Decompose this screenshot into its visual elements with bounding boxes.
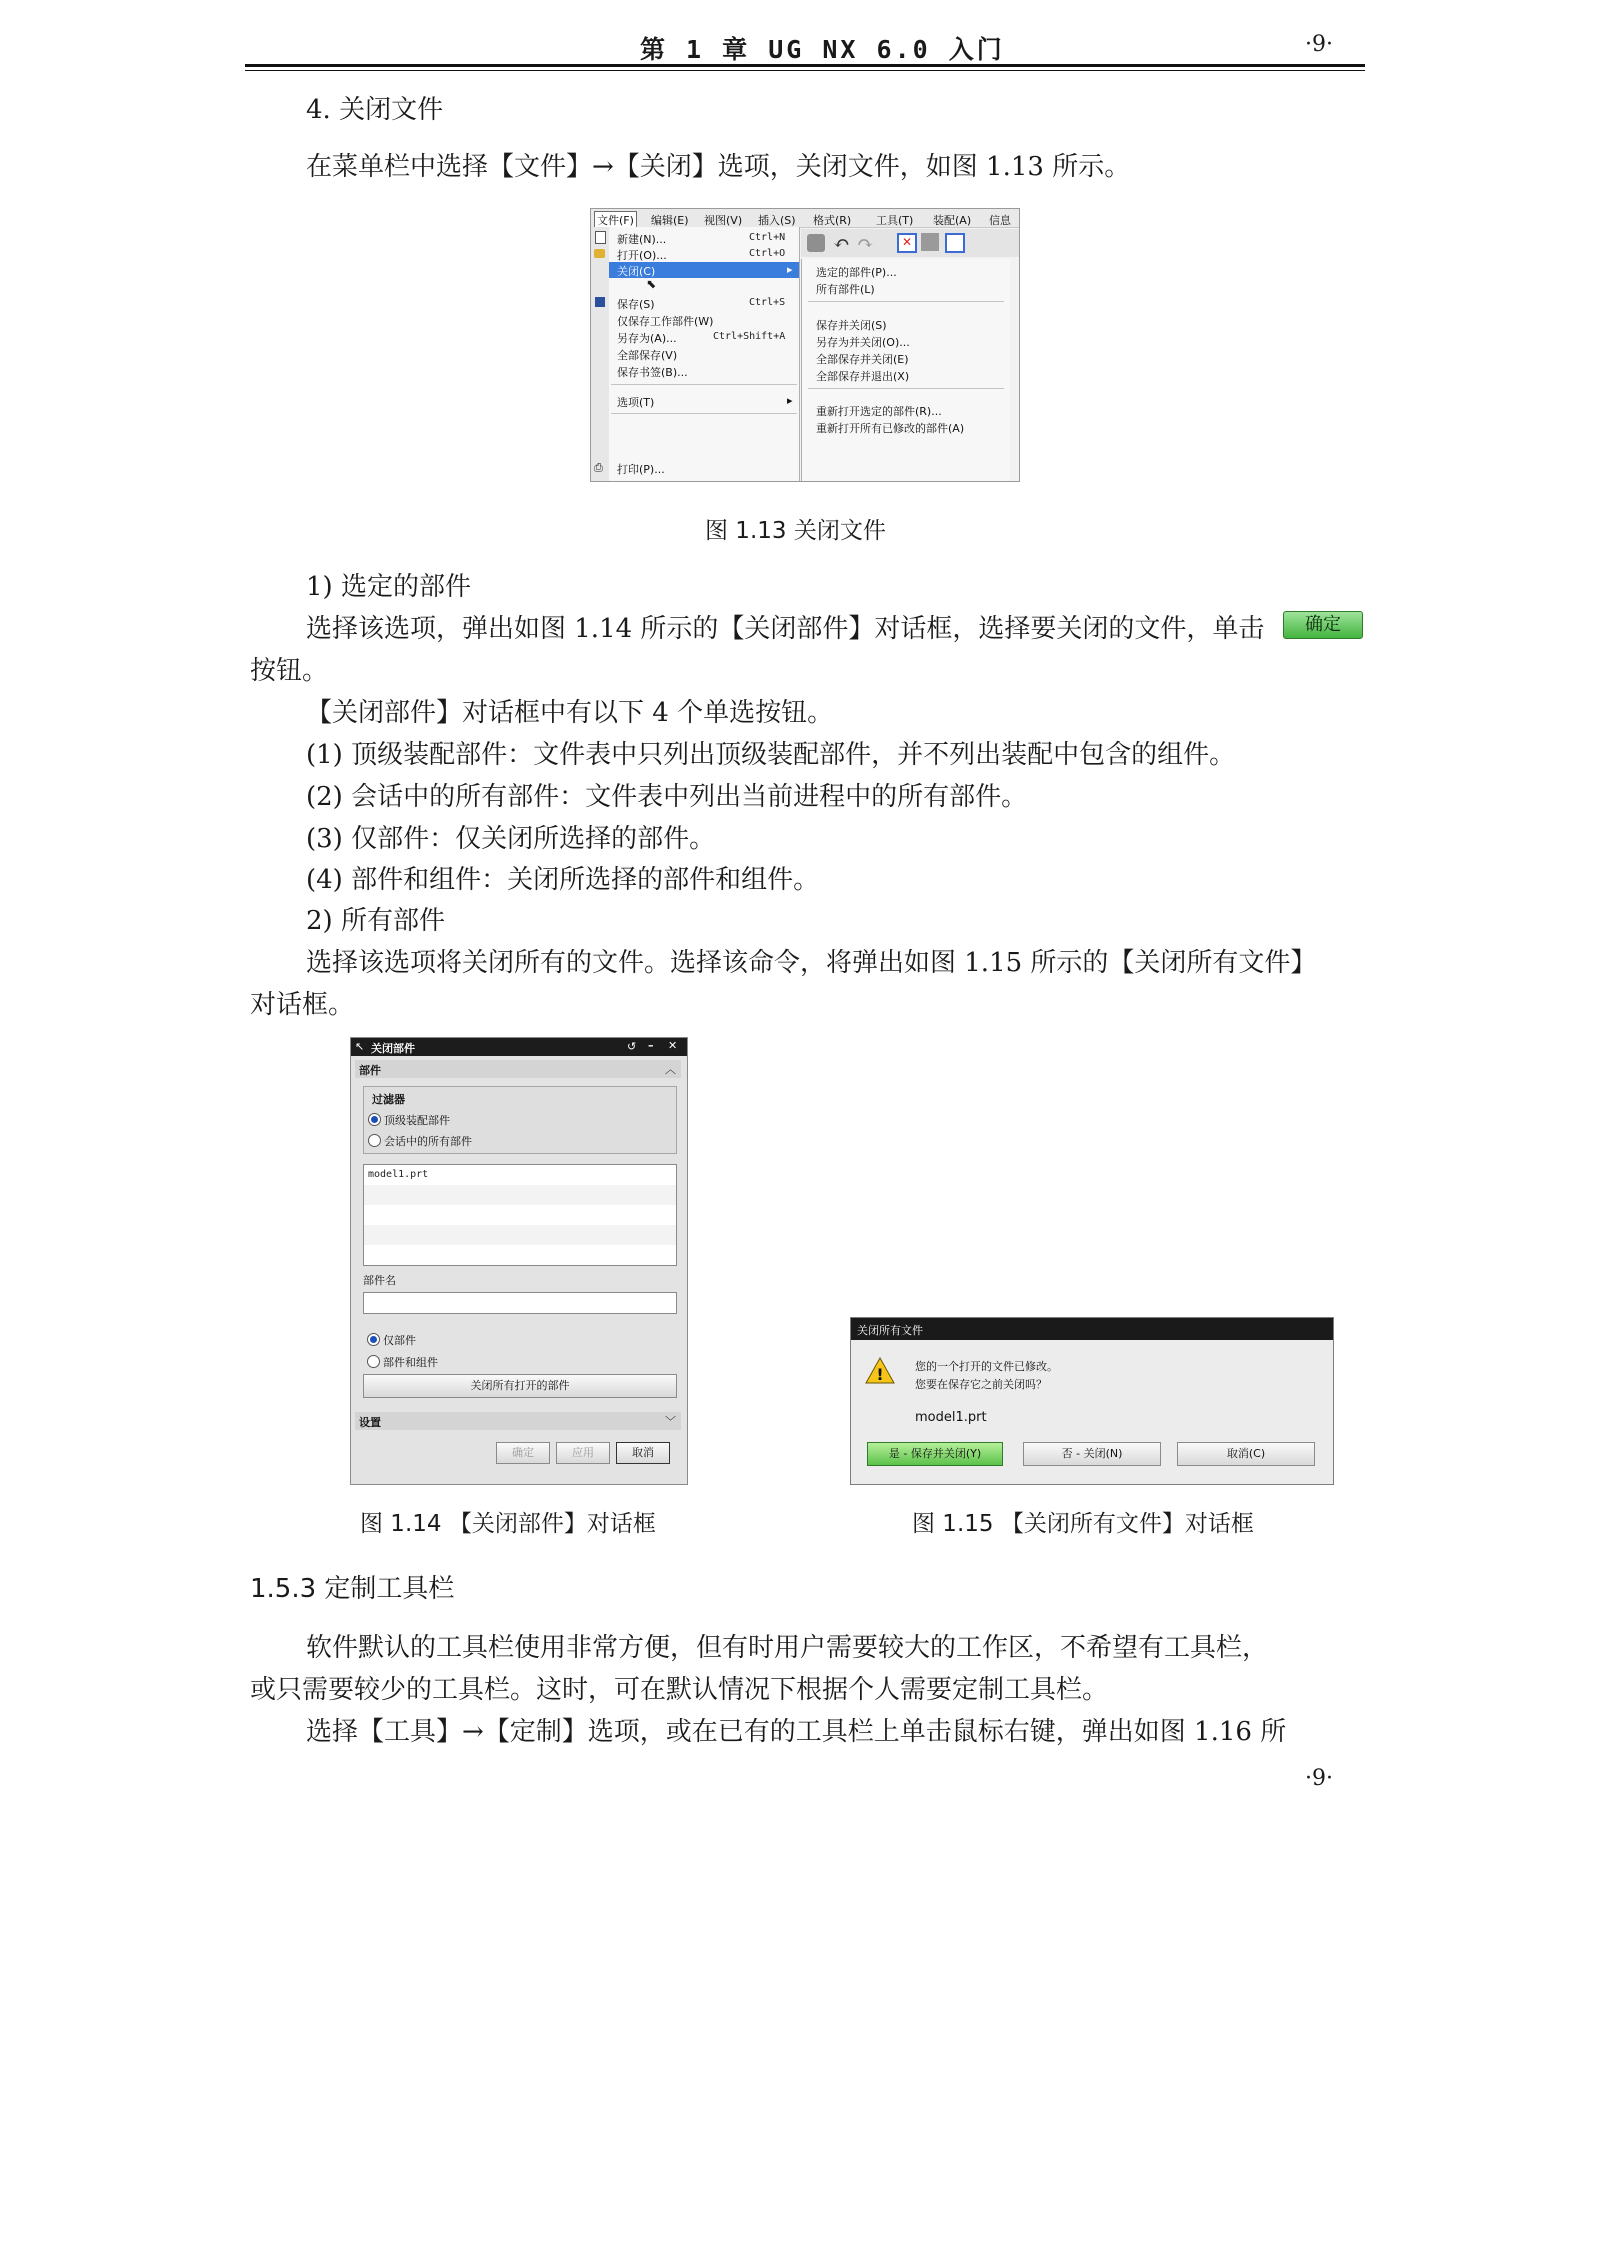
header-rule-thick bbox=[245, 64, 1365, 67]
radio-part-and-components[interactable] bbox=[367, 1351, 438, 1370]
subheading-selected-parts: 1) 选定的部件 bbox=[306, 572, 471, 602]
group-header-part[interactable] bbox=[355, 1060, 681, 1078]
paragraph-selected-parts-end: 按钮。 bbox=[250, 656, 329, 686]
minimize-icon[interactable]: – bbox=[648, 1039, 654, 1052]
part-name-label: 部件名 bbox=[363, 1274, 396, 1287]
menubar bbox=[591, 209, 1019, 228]
menu-item-print[interactable]: 打印(P)... bbox=[617, 463, 665, 476]
radio-top-assembly-label: 顶级装配部件 bbox=[384, 1114, 450, 1127]
radio-part-and-components-label: 部件和组件 bbox=[383, 1356, 438, 1369]
paragraph-toolbar-1a: 软件默认的工具栏使用非常方便，但有时用户需要较大的工作区，不希望有工具栏， bbox=[306, 1633, 1269, 1663]
dialog-message-line-2: 您要在保存它之前关闭吗？ bbox=[915, 1378, 1047, 1391]
menu-icon-gutter bbox=[591, 227, 609, 481]
menu-item-save-work-part[interactable]: 仅保存工作部件(W) bbox=[617, 315, 714, 328]
header-rule-thin bbox=[245, 70, 1365, 71]
radio-only-part[interactable] bbox=[367, 1329, 416, 1348]
apply-button-disabled[interactable]: 应用 bbox=[556, 1442, 610, 1464]
dialog-title: 关闭所有文件 bbox=[857, 1324, 923, 1337]
menu-item-save[interactable]: 保存(S) bbox=[617, 298, 655, 311]
close-icon[interactable]: ✕ bbox=[668, 1039, 678, 1052]
submenu-arrow-icon: ▸ bbox=[787, 263, 793, 276]
paragraph-toolbar-2: 选择【工具】→【定制】选项，或在已有的工具栏上单击鼠标右键，弹出如图 1.16 所 bbox=[306, 1717, 1287, 1747]
figure-1-15-caption: 图 1.15 【关闭所有文件】对话框 bbox=[912, 1511, 1254, 1537]
part-list[interactable] bbox=[363, 1164, 677, 1266]
cancel-button[interactable]: 取消(C) bbox=[1177, 1442, 1315, 1466]
radio-button[interactable] bbox=[367, 1355, 380, 1368]
close-submenu bbox=[801, 259, 1010, 481]
menu-view[interactable]: 视图(V) bbox=[704, 214, 743, 227]
group-header-settings[interactable] bbox=[355, 1412, 681, 1430]
menu-item-save-shortcut: Ctrl+S bbox=[749, 297, 786, 308]
figure-1-15-close-all-files-dialog bbox=[850, 1317, 1334, 1485]
no-close-button[interactable]: 否 - 关闭(N) bbox=[1023, 1442, 1161, 1466]
submenu-item-save-and-close[interactable]: 保存并关闭(S) bbox=[816, 319, 887, 332]
radio-description-3: (3) 仅部件：仅关闭所选择的部件。 bbox=[306, 824, 716, 854]
new-file-icon bbox=[595, 231, 606, 244]
figure-1-14-caption: 图 1.14 【关闭部件】对话框 bbox=[360, 1511, 656, 1537]
list-row-stripe bbox=[364, 1185, 676, 1205]
modified-filename: model1.prt bbox=[915, 1410, 987, 1425]
printer-icon: ⎙ bbox=[594, 461, 603, 474]
radio-description-1: (1) 顶级装配部件：文件表中只列出顶级装配部件，并不列出装配中包含的组件。 bbox=[306, 740, 1236, 770]
paragraph-all-parts: 选择该选项将关闭所有的文件。选择该命令，将弹出如图 1.15 所示的【关闭所有文件】 bbox=[306, 948, 1317, 978]
menu-file[interactable]: 文件(F) bbox=[594, 211, 637, 229]
yes-save-and-close-button[interactable]: 是 - 保存并关闭(Y) bbox=[867, 1442, 1003, 1466]
svg-text:!: ! bbox=[876, 1365, 884, 1384]
group-label-part: 部件 bbox=[359, 1064, 381, 1077]
ok-button-disabled[interactable]: 确定 bbox=[496, 1442, 550, 1464]
menu-item-save-as-shortcut: Ctrl+Shift+A bbox=[713, 331, 786, 342]
menu-item-open[interactable]: 打开(O)... bbox=[617, 249, 667, 262]
menu-separator bbox=[808, 301, 1004, 302]
menu-item-save-as[interactable]: 另存为(A)... bbox=[617, 332, 677, 345]
menu-item-options[interactable]: 选项(T) bbox=[617, 396, 655, 409]
dialog-app-icon: ↖ bbox=[355, 1040, 365, 1053]
section-heading-1-5-3: 1.5.3 定制工具栏 bbox=[250, 1574, 455, 1604]
menu-item-new-shortcut: Ctrl+N bbox=[749, 232, 786, 243]
menu-item-new[interactable]: 新建(N)... bbox=[617, 233, 667, 246]
menu-separator bbox=[611, 413, 797, 414]
submenu-item-save-all-and-exit[interactable]: 全部保存并退出(X) bbox=[816, 370, 910, 383]
submenu-item-reopen-modified[interactable]: 重新打开所有已修改的部件(A) bbox=[816, 422, 965, 435]
radio-only-part-label: 仅部件 bbox=[383, 1334, 416, 1347]
settings-label: 设置 bbox=[359, 1416, 381, 1429]
redo-icon[interactable]: ↷ bbox=[857, 231, 874, 255]
paragraph-selected-parts: 选择该选项，弹出如图 1.14 所示的【关闭部件】对话框，选择要关闭的文件，单击 bbox=[306, 614, 1265, 644]
menu-tools[interactable]: 工具(T) bbox=[876, 214, 914, 227]
close-all-open-parts-button[interactable]: 关闭所有打开的部件 bbox=[363, 1374, 677, 1398]
toolbar-block-icon[interactable] bbox=[807, 234, 825, 252]
dialog-message-line-1: 您的一个打开的文件已修改。 bbox=[915, 1360, 1058, 1373]
undo-icon[interactable]: ↶ bbox=[833, 231, 850, 255]
radio-button-selected[interactable] bbox=[368, 1113, 381, 1126]
running-header-page-number: ·9· bbox=[1305, 32, 1333, 57]
dialog-titlebar bbox=[351, 1038, 687, 1056]
submenu-item-save-as-and-close[interactable]: 另存为并关闭(O)... bbox=[816, 336, 910, 349]
menu-format[interactable]: 格式(R) bbox=[813, 214, 852, 227]
menu-item-save-bookmark[interactable]: 保存书签(B)... bbox=[617, 366, 688, 379]
toolbar-x-icon[interactable]: ✕ bbox=[897, 233, 917, 253]
paragraph-all-parts-end: 对话框。 bbox=[250, 990, 355, 1020]
dialog-titlebar bbox=[851, 1318, 1333, 1340]
submenu-item-reopen-selected[interactable]: 重新打开选定的部件(R)... bbox=[816, 405, 942, 418]
section-heading: 4. 关闭文件 bbox=[306, 95, 444, 125]
submenu-item-save-all-and-close[interactable]: 全部保存并关闭(E) bbox=[816, 353, 909, 366]
menu-separator bbox=[611, 384, 797, 385]
radio-button[interactable] bbox=[368, 1134, 381, 1147]
paragraph-toolbar-1b: 或只需要较少的工具栏。这时，可在默认情况下根据个人需要定制工具栏。 bbox=[250, 1675, 1109, 1705]
collapse-up-icon[interactable]: ︿ bbox=[665, 1063, 676, 1076]
figure-1-13-caption: 图 1.13 关闭文件 bbox=[705, 518, 886, 544]
radio-top-assembly[interactable] bbox=[368, 1109, 450, 1128]
mouse-cursor-icon: ⬉ bbox=[646, 277, 657, 291]
part-list-item[interactable]: model1.prt bbox=[368, 1169, 429, 1180]
footer-page-number: ·9· bbox=[1305, 1766, 1333, 1791]
radio-description-4: (4) 部件和组件：关闭所选择的部件和组件。 bbox=[306, 865, 820, 895]
menu-separator bbox=[808, 388, 1004, 389]
submenu-item-selected-parts[interactable]: 选定的部件(P)... bbox=[816, 266, 897, 279]
menu-insert[interactable]: 插入(S) bbox=[758, 214, 796, 227]
menu-edit[interactable]: 编辑(E) bbox=[651, 214, 689, 227]
inline-ok-button-image: 确定 bbox=[1283, 611, 1363, 639]
figure-1-13-screenshot bbox=[590, 208, 1020, 482]
figure-1-14-close-part-dialog bbox=[350, 1037, 688, 1485]
filter-group bbox=[363, 1086, 677, 1154]
menu-info[interactable]: 信息 bbox=[989, 214, 1011, 227]
filter-label: 过滤器 bbox=[372, 1093, 405, 1106]
submenu-item-all-parts[interactable]: 所有部件(L) bbox=[816, 283, 875, 296]
toolbar-gray-icon[interactable] bbox=[921, 233, 939, 251]
reset-icon[interactable]: ↺ bbox=[627, 1040, 637, 1053]
menu-assembly[interactable]: 装配(A) bbox=[933, 214, 972, 227]
menu-item-close-highlight[interactable] bbox=[609, 262, 799, 278]
paragraph-radio-intro: 【关闭部件】对话框中有以下 4 个单选按钮。 bbox=[306, 698, 834, 728]
cancel-button[interactable]: 取消 bbox=[616, 1442, 670, 1464]
radio-session-parts-label: 会话中的所有部件 bbox=[384, 1135, 472, 1148]
dialog-title: 关闭部件 bbox=[371, 1042, 415, 1055]
radio-button-selected[interactable] bbox=[367, 1333, 380, 1346]
menu-item-save-all[interactable]: 全部保存(V) bbox=[617, 349, 678, 362]
radio-session-parts[interactable] bbox=[368, 1130, 472, 1149]
expand-down-icon[interactable]: ﹀ bbox=[665, 1415, 676, 1428]
list-row-stripe bbox=[364, 1225, 676, 1245]
paragraph-menu-instructions: 在菜单栏中选择【文件】→【关闭】选项，关闭文件，如图 1.13 所示。 bbox=[306, 152, 1131, 182]
subheading-all-parts: 2) 所有部件 bbox=[306, 906, 445, 936]
file-menu-dropdown bbox=[591, 227, 800, 481]
part-name-input[interactable] bbox=[363, 1292, 677, 1314]
open-folder-icon bbox=[594, 249, 605, 258]
menu-item-close[interactable]: 关闭(C) bbox=[617, 265, 656, 278]
submenu-arrow-icon: ▸ bbox=[787, 394, 793, 407]
menu-item-open-shortcut: Ctrl+O bbox=[749, 248, 786, 259]
warning-icon bbox=[865, 1356, 895, 1384]
radio-description-2: (2) 会话中的所有部件：文件表中列出当前进程中的所有部件。 bbox=[306, 782, 1028, 812]
toolbar-strip bbox=[801, 229, 1019, 257]
toolbar-zoom-icon[interactable] bbox=[945, 233, 965, 253]
save-disk-icon bbox=[595, 297, 605, 307]
running-header-title: 第 1 章 UG NX 6.0 入门 bbox=[640, 35, 1005, 64]
